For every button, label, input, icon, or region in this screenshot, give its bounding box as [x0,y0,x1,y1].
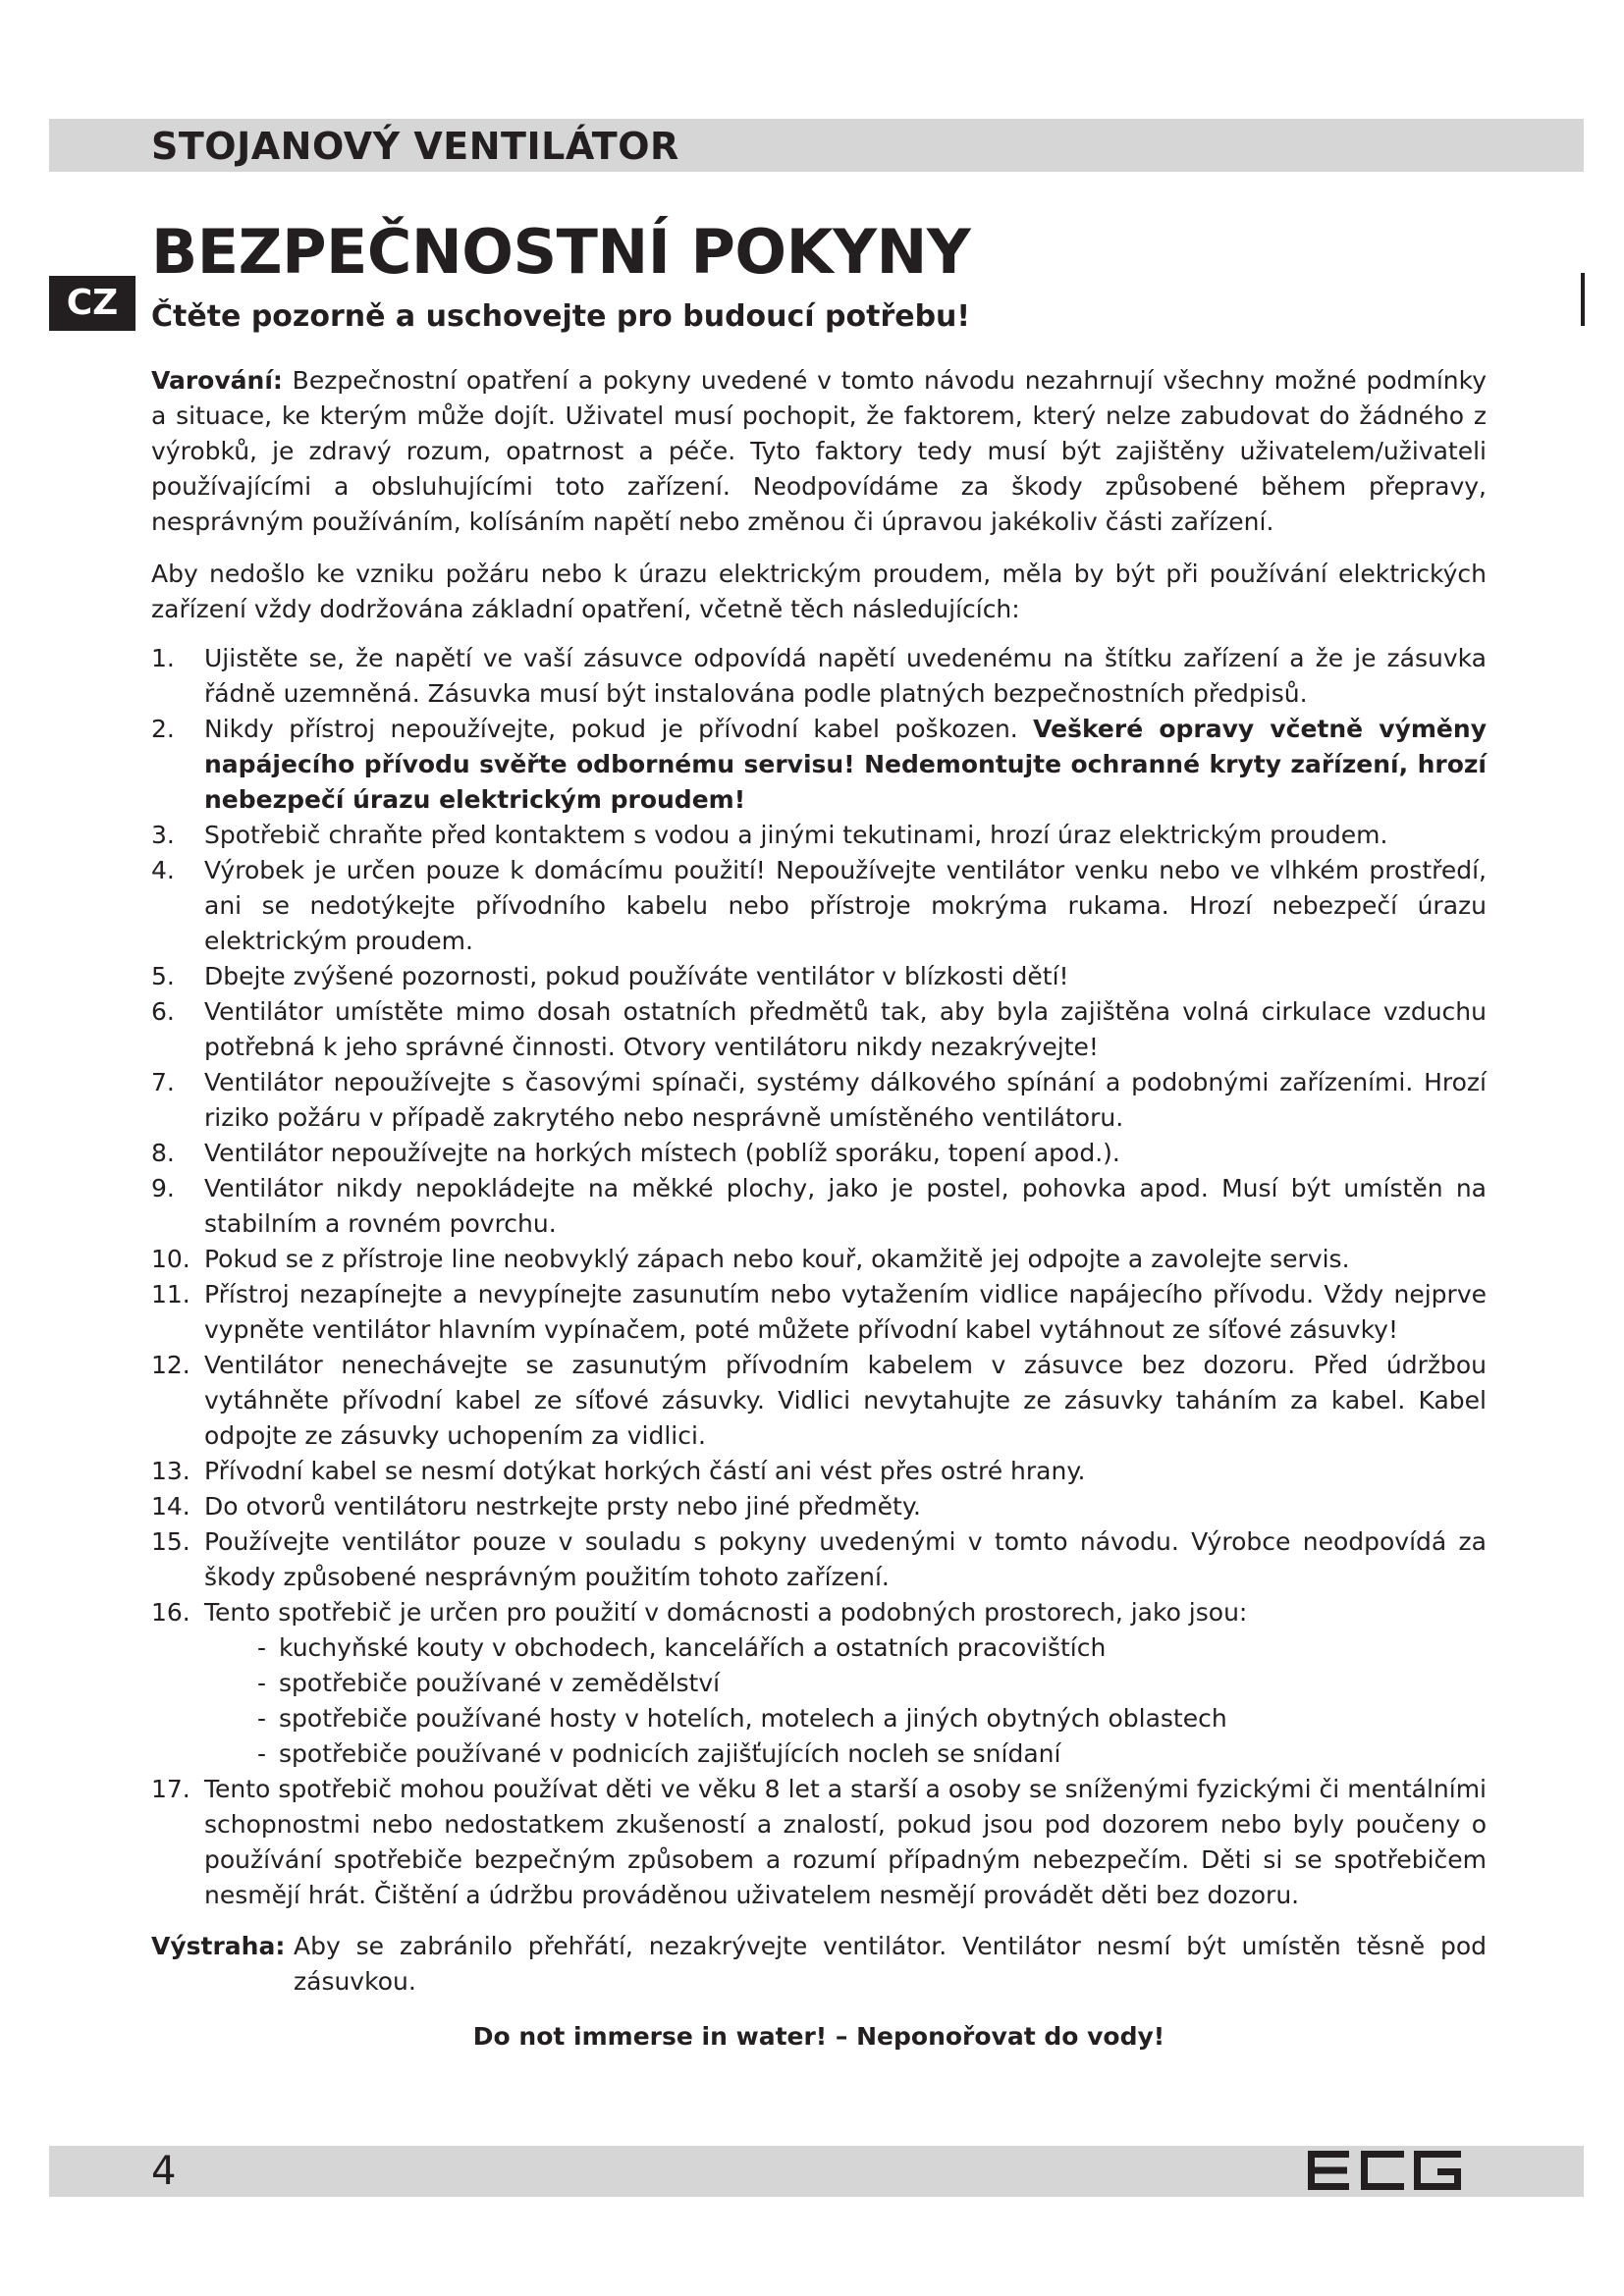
list-item [151,1065,1487,1136]
list-item [151,1171,1487,1242]
list-item [151,1242,1487,1277]
sub-list-item [257,1701,1487,1736]
list-item-text [204,818,1487,853]
page-title: BEZPEČNOSTNÍ POKYNY [151,216,971,288]
list-item [151,1595,1487,1772]
list-item-text [204,1524,1487,1595]
content [151,363,1487,2055]
list-item-body: Pokud se z přístroje line neobvyklý zápach nebo kouř, okamžitě jej odpojte a zavolejte servis. [204,1245,1350,1273]
list-item-number: 1. [151,644,175,672]
dash-bullet: - [257,1633,267,1662]
list-item-number: 11. [151,1280,190,1308]
list-item-text [204,853,1487,959]
list-item [151,853,1487,959]
list-item-body: Ventilátor nikdy nepokládejte na měkké plochy, jako je postel, pohovka apod. Musí být umístěn na stabilním a rovném povrchu. [204,1174,1487,1238]
list-item-body: Ujistěte se, že napětí ve vaší zásuvce odpovídá napětí uvedenému na štítku zařízení a že je zásuvka řádně uzemněná. Zásuvka musí být instalována podle platných bezpečnostních předpisů. [204,644,1487,708]
sub-list-item [257,1666,1487,1701]
list-item-number: 7. [151,1068,175,1096]
list-item-body: Přístroj nezapínejte a nevypínejte zasunutím nebo vytažením vidlice napájecího přívodu. Vždy nejprve vypněte ventilátor hlavním vypínačem, poté můžete přívodní kabel vytáhnout ze síťové zásuvky! [204,1280,1487,1344]
list-item-body: Do otvorů ventilátoru nestrkejte prsty nebo jiné předměty. [204,1492,922,1521]
sub-list-item [257,1736,1487,1772]
header-title: STOJANOVÝ VENTILÁTOR [151,125,679,168]
sub-list-item [257,1630,1487,1666]
page-subtitle: Čtěte pozorně a uschovejte pro budoucí potřebu! [151,299,971,334]
language-tab: CZ [49,276,135,331]
list-item-text [204,1242,1487,1277]
list-item-number: 6. [151,997,175,1026]
list-item [151,1772,1487,1913]
list-item-body: Přívodní kabel se nesmí dotýkat horkých částí ani vést přes ostré hrany. [204,1457,1086,1485]
list-item-text [204,959,1487,994]
list-item-body: Ventilátor nenechávejte se zasunutým přívodním kabelem v zásuvce bez dozoru. Před údržbou vytáhněte přívodní kabel ze síťové zásuvky. Vidlici nevytahujte ze zásuvky taháním za kabel. Kabel odpojte ze zásuvky uchopením za vidlici. [204,1351,1487,1450]
warning-intro [151,363,1487,540]
list-item-number: 17. [151,1775,190,1803]
list-item-text [204,1348,1487,1454]
caution-text: Aby se zabránilo přehřátí, nezakrývejte ventilátor. Ventilátor nesmí být umístěn těsně pod zásuvkou. [294,1932,1487,1996]
intro-paragraph: Aby nedošlo ke vzniku požáru nebo k úrazu elektrickým proudem, měla by být při používání elektrických zařízení vždy dodržována základní opatření, včetně těch následujících: [151,560,1487,623]
list-item-text [204,1171,1487,1242]
page-number: 4 [151,2149,177,2194]
list-item [151,1277,1487,1348]
list-item [151,1489,1487,1524]
dash-bullet: - [257,1739,267,1768]
list-item-number: 10. [151,1245,190,1273]
list-item-text [204,1772,1487,1913]
list-item-number: 14. [151,1492,190,1521]
list-item-number: 3. [151,821,175,849]
list-item-text [204,1065,1487,1136]
list-item-text [204,994,1487,1065]
margin-mark [1581,273,1585,326]
water-notice: Do not immerse in water! – Neponořovat do vody! [472,2022,1165,2051]
list-item-number: 4. [151,856,175,884]
list-item-text [204,1454,1487,1489]
list-item-text [204,1277,1487,1348]
list-item-number: 12. [151,1351,190,1379]
list-item-number: 13. [151,1457,190,1485]
list-item [151,1136,1487,1171]
safety-list [151,641,1487,1913]
warning-intro-text: Bezpečnostní opatření a pokyny uvedené v tomto návodu nezahrnují všechny možné podmínky a situace, ke kterým může dojít. Uživatel musí pochopit, že faktorem, který nelze zabudovat do žádného z výrobků, je zdravý rozum, opatrnost a péče. Tyto faktory tedy musí být zajištěny uživatelem/uživateli používajícími a obsluhujícími toto zařízení. Neodpovídáme za škody způsobené během přepravy, nesprávným používáním, kolísáním napětí nebo změnou či úpravou jakékoliv části zařízení. [151,366,1487,536]
list-item-text [204,1595,1487,1772]
list-item-body: Spotřebič chraňte před kontaktem s vodou a jinými tekutinami, hrozí úraz elektrickým proudem. [204,821,1388,849]
sub-list-item-text: spotřebiče používané v podnicích zajišťujících nocleh se snídaní [279,1739,1061,1768]
dash-bullet: - [257,1704,267,1733]
list-item-body: Ventilátor nepoužívejte na horkých místech (poblíž sporáku, topení apod.). [204,1139,1120,1167]
list-item-number: 9. [151,1174,175,1202]
list-item-text [204,1136,1487,1171]
list-item-body: Dbejte zvýšené pozornosti, pokud používáte ventilátor v blízkosti dětí! [204,962,1069,990]
list-item-number: 8. [151,1139,175,1167]
list-item-bold-text: Veškeré opravy včetně výměny napájecího přívodu svěřte odbornému servisu! Nedemontujte ochranné kryty zařízení, hrozí nebezpečí úrazu elektrickým proudem! [204,715,1487,814]
sub-list [204,1630,1487,1772]
list-item-number: 2. [151,715,175,743]
list-item-body: Tento spotřebič je určen pro použití v domácnosti a podobných prostorech, jako jsou: [204,1598,1248,1627]
list-item-body: Používejte ventilátor pouze v souladu s pokyny uvedenými v tomto návodu. Výrobce neodpovídá za škody způsobené nesprávným použitím tohoto zařízení. [204,1527,1487,1591]
sub-list-item-text: kuchyňské kouty v obchodech, kancelářích a ostatních pracovištích [279,1633,1107,1662]
sub-list-item-text: spotřebiče používané hosty v hotelích, motelech a jiných obytných oblastech [279,1704,1227,1733]
caution-note [151,1929,1487,2000]
ecg-logo [1306,2149,1463,2192]
list-item-text [204,641,1487,712]
caution-label: Výstraha: [151,1932,286,1960]
list-item-body: Tento spotřebič mohou používat děti ve věku 8 let a starší a osoby se sníženými fyzickými či mentálními schopnostmi nebo nedostatkem zkušeností a znalostí, pokud jsou pod dozorem nebo byly poučeny o používání spotřebiče bezpečným způsobem a rozumí případným nebezpečím. Děti si se spotřebičem nesmějí hrát. Čištění a údržbu prováděnou uživatelem nesmějí provádět děti bez dozoru. [204,1775,1487,1909]
list-item [151,1454,1487,1489]
list-item [151,994,1487,1065]
list-item-number: 15. [151,1527,190,1556]
sub-list-item-text: spotřebiče používané v zemědělství [279,1669,721,1697]
list-item-number: 5. [151,962,175,990]
list-item-body: Ventilátor nepoužívejte s časovými spínači, systémy dálkového spínání a podobnými zařízeními. Hrozí riziko požáru v případě zakrytého nebo nesprávně umístěného ventilátoru. [204,1068,1487,1132]
list-item-body: Výrobek je určen pouze k domácímu použití! Nepoužívejte ventilátor venku nebo ve vlhkém prostředí, ani se nedotýkejte přívodního kabelu nebo přístroje mokrýma rukama. Hrozí nebezpečí úrazu elektrickým proudem. [204,856,1487,955]
list-item-number: 16. [151,1598,190,1627]
list-item-body: Ventilátor umístěte mimo dosah ostatních předmětů tak, aby byla zajištěna volná cirkulace vzduchu potřebná k jeho správné činnosti. Otvory ventilátoru nikdy nezakrývejte! [204,997,1487,1061]
list-item [151,712,1487,818]
list-item [151,1524,1487,1595]
list-item [151,641,1487,712]
list-item-body: Nikdy přístroj nepoužívejte, pokud je přívodní kabel poškozen. [204,715,1034,743]
dash-bullet: - [257,1669,267,1697]
list-item [151,818,1487,853]
list-item [151,1348,1487,1454]
list-item [151,959,1487,994]
list-item-text [204,1489,1487,1524]
warning-intro-label: Varování: [151,366,283,395]
list-item-text [204,712,1487,818]
